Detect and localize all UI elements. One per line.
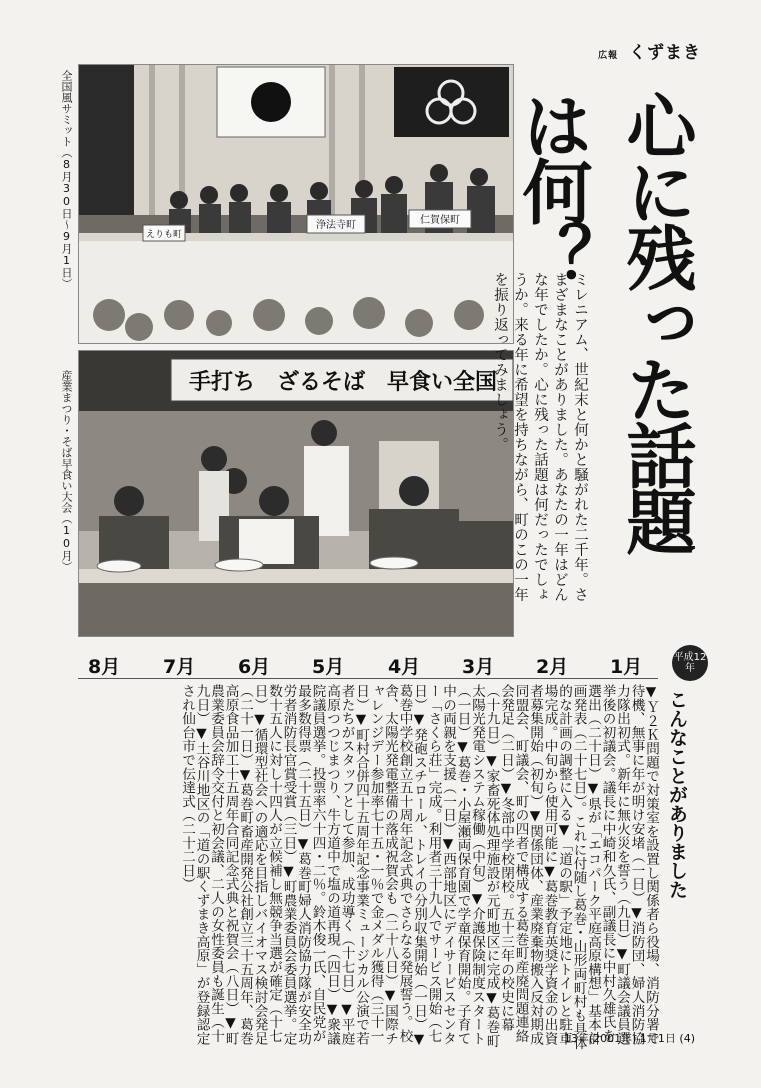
photo-soba-contest <box>78 350 514 637</box>
masthead-title: くずまき <box>629 43 701 63</box>
photo-soba-image <box>79 351 513 636</box>
sign-erimo: えりも町 <box>145 230 183 240</box>
month-label: 8月 <box>88 656 121 678</box>
chronology-text <box>78 684 658 1052</box>
sign-joboji: 浄法寺町 <box>316 220 356 231</box>
sign-nikaho: 仁賀保町 <box>420 215 460 226</box>
headline: 心に残った話題は何？ <box>511 90 697 552</box>
month-label: 4月 <box>388 656 421 678</box>
page-footer: 13年(2001年) 1月1日 (4) <box>563 1032 695 1045</box>
photo-caption-soba: 産業まつり・そば早食い大会（10月） <box>60 370 73 572</box>
month-label: 2月 <box>536 656 569 678</box>
month-label: 1月 <box>610 656 643 678</box>
photo-summit <box>78 64 514 344</box>
masthead-prefix: 広報 <box>598 51 619 61</box>
soba-banner: 手打ち ざるそば 早食い全国 <box>189 370 498 395</box>
masthead <box>598 38 701 63</box>
month-label: 6月 <box>238 656 271 678</box>
photo-summit-image <box>79 65 513 343</box>
divider <box>78 678 658 679</box>
chronology-paragraph: ▼Ｙ２Ｋ問題で対策室を設置し関係者ら役場、消防分署で待機、無事に年が明け安堵（一日）▼消防団、婦人消防協力隊出初式。新年に無火災を誓う（九日）▼町議会議員選挙後の初議会。議長に中崎和久氏、副議長に中村久雄氏を選出（二十日）▼県が「エコパーク平庭高原構想」基本計画発表（二十七日）。これに付随し葛巻・山形両町村も具体的な計画の調整に入る▼「道の駅」予定地にトイレと駐車場完成。中旬から使用可能に▼葛巻教育英奨学資金の出資者募集開始（初旬）▼関係団体、産業廃棄物搬入反対期成同盟会、町議会、町の四者で構成する葛巻町産廃問題連絡会発足（二日）▼冬部中学校閉校。五十三年の校史に幕（十九日）▼家畜死体処理施設が元町地区に完成▼葛巻町太陽光発電システム稼働（中旬）▼介護保険制度スタート（一日）▼葛巻・小屋瀬両保育園で学童保育開始。子育て中の両親を支援（一日）▼西部地区にデイサービスセンター「さくら荘」完成。利用者三十九人でサービス開始（七日）▼発砲スチロール、トレイの分別収集開始（一日）▼葛巻中学校創立五十周年記念式典でさらなる発展誓う。校舎、太陽光発電整備の落成祝賀会も（二十八日）▼国際チャレンジデー参加率七十五・一％で金メダル獲得（三十一日）▼町村合併四十五周年記念事業ミュージカル公演で若者たちがスタッフとして参加、成功導く（十七日）▼平庭高原つつじまつり、牛方道中で塩の道再現（四日）▼衆議院議員選挙。投票率六十四・二％。鈴木俊一氏、自民党が最多数得票（二十五日）▼葛巻町婦人消防協力隊が安全功労者消防長官賞受賞（三日）▼町農業委員会委員選挙。定数十五人に対し十四人が立候補し無競争当選が確定（十七日）▼循環型社会への適応を目指しバイオマス検討会発足（二十一日）▼葛巻町畜産開発公社創立三十五周年、葛巻高原食品加工十五周年合同記念式典と祝賀会（八日）▼町農業委員会辞令交付と初会議、二人の女性委員も誕生（十九日）▼土谷川地区の「道の駅くずまき高原」が登録認定され仙台市で伝達式（二十二日） <box>179 684 659 1050</box>
month-label: 7月 <box>163 656 196 678</box>
section-title: こんなことがありました <box>666 690 688 899</box>
photo-caption-summit: 全国風サミット（8月30日〜9月1日） <box>60 70 73 289</box>
intro-paragraph: ミレニアム、世紀末と何かと騒がれた二千年。さまざまなことがありました。あなたの一年はどんな年でしたか。心に残った話題は何だったでしょうか。来る年に希望を持ちながら、町のこの一年を振り返ってみましょう。 <box>492 272 588 602</box>
month-label: 3月 <box>462 656 495 678</box>
year-badge: 平成12年 <box>672 645 708 681</box>
month-label: 5月 <box>312 656 345 678</box>
